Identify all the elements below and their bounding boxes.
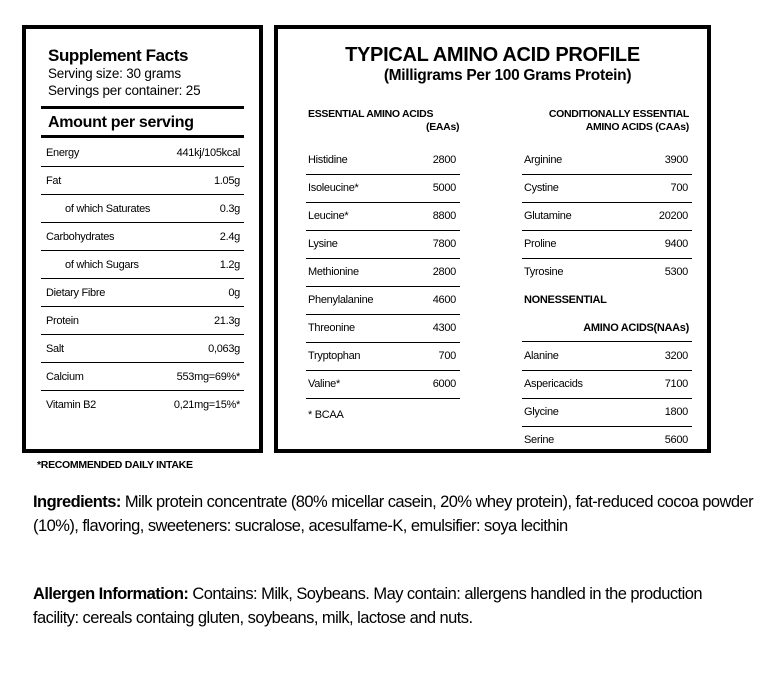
ingredients-label: Ingredients: (33, 493, 121, 511)
supplement-facts-panel (22, 25, 263, 453)
nonessential-row (522, 398, 692, 427)
nutrient-value: 553mg=69%* (176, 371, 240, 383)
nutrient-label: Salt (46, 343, 64, 355)
allergen-paragraph (33, 583, 733, 630)
amino-name: Methionine (308, 266, 359, 278)
ingredients-paragraph (33, 491, 768, 538)
amino-value: 8800 (432, 210, 456, 222)
essential-row (306, 174, 460, 203)
amino-name: Phenylalanine (308, 294, 374, 306)
amino-name: Aspericacids (524, 378, 583, 390)
essential-row (306, 258, 460, 287)
nutrient-value: 0.3g (219, 203, 240, 215)
amino-name: Tryptophan (308, 350, 361, 362)
nutrient-label: Protein (46, 315, 79, 327)
essential-row (306, 230, 460, 259)
amino-value: 9400 (664, 238, 688, 250)
conditional-row (522, 258, 692, 286)
essential-header-abbr: (EAAs) (426, 121, 460, 133)
nonessential-row (522, 426, 692, 454)
amino-value: 5000 (432, 182, 456, 194)
nutrient-value: 441kj/105kcal (176, 147, 240, 159)
nutrient-row-fibre (41, 279, 244, 307)
amino-name: Isoleucine* (308, 182, 359, 194)
servings-per-container: Servings per container: 25 (48, 83, 201, 98)
amino-profile-subtitle: (Milligrams Per 100 Grams Protein) (383, 67, 632, 84)
amino-name: Valine* (308, 378, 340, 390)
nutrient-label: of which Sugars (65, 259, 139, 271)
nutrient-row-sugars (41, 251, 244, 279)
nutrient-label: Dietary Fibre (46, 287, 106, 299)
amino-value: 700 (670, 182, 688, 194)
amino-name: Histidine (308, 154, 348, 166)
amino-value: 4600 (432, 294, 456, 306)
amino-value: 2800 (432, 266, 456, 278)
amino-value: 4300 (432, 322, 456, 334)
nutrient-row-carbohydrates (41, 223, 244, 251)
amino-value: 7800 (432, 238, 456, 250)
conditional-header: CONDITIONALLY ESSENTIAL (548, 108, 689, 120)
serving-size: Serving size: 30 grams (48, 66, 181, 81)
nutrient-row-vitamin-b2 (41, 391, 244, 418)
amino-value: 7100 (664, 378, 688, 390)
nutrient-value: 0,21mg=15%* (173, 399, 240, 411)
conditional-row (522, 146, 692, 175)
amino-name: Tyrosine (524, 266, 564, 278)
nutrient-value: 21.3g (213, 315, 240, 327)
nonessential-row (522, 342, 692, 371)
amino-name: Cystine (524, 182, 559, 194)
nutrient-row-protein (41, 307, 244, 335)
thick-divider (41, 135, 244, 138)
amino-value: 20200 (658, 210, 688, 222)
amino-value: 5300 (664, 266, 688, 278)
amino-name: Glycine (524, 406, 559, 418)
conditional-row (522, 230, 692, 259)
nutrient-label: of which Saturates (65, 203, 151, 215)
amino-name: Glutamine (524, 210, 572, 222)
ingredients-text: Milk protein concentrate (80% micellar casein, 20% whey protein), fat-reduced cocoa powder (10%), flavoring, sweeteners: sucralose, acesulfame-K, emulsifier: soya lecithin (33, 493, 754, 535)
conditional-row (522, 202, 692, 231)
nutrient-label: Vitamin B2 (46, 399, 96, 411)
nonessential-header: NONESSENTIAL (524, 294, 607, 306)
allergen-label: Allergen Information: (33, 585, 189, 603)
amino-name: Leucine* (308, 210, 349, 222)
nutrient-value: 0g (228, 287, 240, 299)
amino-value: 2800 (432, 154, 456, 166)
bcaa-note: * BCAA (308, 409, 344, 421)
amino-name: Arginine (524, 154, 562, 166)
amino-name: Alanine (524, 350, 559, 362)
amino-name: Serine (524, 434, 554, 446)
nutrient-value: 2.4g (219, 231, 240, 243)
nutrient-value: 1.2g (219, 259, 240, 271)
amino-value: 5600 (664, 434, 688, 446)
essential-row (306, 314, 460, 343)
amino-value: 1800 (664, 406, 688, 418)
nonessential-header-abbr: AMINO ACIDS(NAAs) (583, 322, 689, 334)
amino-name: Proline (524, 238, 557, 250)
essential-row (306, 370, 460, 399)
supplement-facts-title: Supplement Facts (48, 46, 189, 65)
amino-value: 700 (438, 350, 456, 362)
nutrient-label: Energy (46, 147, 80, 159)
nutrient-row-saturates (41, 195, 244, 223)
nutrient-label: Fat (46, 175, 61, 187)
conditional-header-abbr: AMINO ACIDS (CAAs) (585, 121, 689, 133)
nutrient-label: Calcium (46, 371, 84, 383)
nutrient-value: 1.05g (213, 175, 240, 187)
nutrient-label: Carbohydrates (46, 231, 115, 243)
amino-value: 6000 (432, 378, 456, 390)
nutrient-row-salt (41, 335, 244, 363)
essential-row (306, 286, 460, 315)
daily-intake-footnote: *RECOMMENDED DAILY INTAKE (37, 459, 193, 471)
essential-row (306, 202, 460, 231)
thick-divider (41, 106, 244, 109)
nutrient-row-energy (41, 139, 244, 167)
amino-profile-title: TYPICAL AMINO ACID PROFILE (345, 44, 640, 66)
essential-header: ESSENTIAL AMINO ACIDS (308, 108, 434, 120)
nutrient-row-fat (41, 167, 244, 195)
amino-name: Threonine (308, 322, 355, 334)
nonessential-row (522, 370, 692, 399)
nutrient-value: 0,063g (208, 343, 240, 355)
amino-value: 3200 (664, 350, 688, 362)
nutrient-row-calcium (41, 363, 244, 391)
essential-row (306, 342, 460, 371)
amount-per-serving-header: Amount per serving (48, 114, 194, 131)
allergen-text: Contains: Milk, Soybeans. May contain: allergens handled in the production facility: cereals containg gluten, soybeans, milk, lactose and nuts. (33, 585, 702, 627)
essential-row (306, 146, 460, 175)
amino-acid-profile-panel (274, 25, 711, 453)
amino-value: 3900 (664, 154, 688, 166)
conditional-row (522, 174, 692, 203)
amino-name: Lysine (308, 238, 338, 250)
